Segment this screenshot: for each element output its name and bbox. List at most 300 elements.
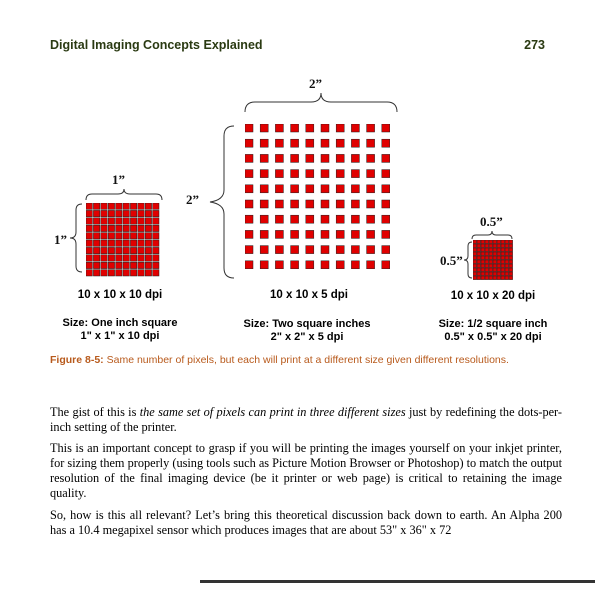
pixel	[130, 203, 136, 209]
pixel	[501, 248, 505, 252]
pixel	[138, 203, 144, 209]
pixel	[321, 246, 329, 254]
pixel	[145, 218, 151, 224]
pixel	[291, 246, 299, 254]
figure-caption-label: Figure 8-5:	[50, 354, 104, 366]
pixel	[93, 247, 99, 253]
pixel	[473, 264, 477, 268]
pixel	[275, 139, 283, 147]
pixel	[275, 170, 283, 178]
pixel	[145, 203, 151, 209]
pixel	[145, 270, 151, 276]
pixel	[153, 240, 159, 246]
page-number: 273	[524, 38, 545, 52]
pixel	[473, 276, 477, 280]
figure-caption	[50, 354, 562, 367]
pixel	[145, 210, 151, 216]
pixel	[123, 210, 129, 216]
pixel	[116, 240, 122, 246]
pixel	[260, 230, 268, 238]
p1-text-end: just by redefining the dots-per-inch setting of the printer.	[50, 405, 562, 434]
pixel	[501, 256, 505, 260]
pixel	[306, 215, 314, 223]
pixel	[108, 240, 114, 246]
pixel	[138, 262, 144, 268]
panel1-top-brace	[84, 188, 164, 202]
pixel	[321, 185, 329, 193]
running-header	[50, 38, 545, 58]
pixel	[86, 203, 92, 209]
pixel	[477, 276, 481, 280]
pixel	[497, 240, 501, 244]
pixel	[275, 154, 283, 162]
pixel	[481, 272, 485, 276]
pixel	[505, 252, 509, 256]
pixel	[481, 240, 485, 244]
pixel	[86, 233, 92, 239]
body-paragraph-3: So, how is this all relevant? Let’s bring this theoretical discussion back down to earth. An Alpha 200 has a 10.4 megapixel sensor which produces images that are about 53" x 36" x 72	[50, 508, 562, 537]
pixel	[505, 276, 509, 280]
pixel	[321, 124, 329, 132]
pixel	[145, 255, 151, 261]
pixel	[336, 246, 344, 254]
pixel	[123, 233, 129, 239]
pixel	[382, 139, 390, 147]
pixel	[321, 261, 329, 269]
pixel	[351, 230, 359, 238]
pixel	[351, 170, 359, 178]
pixel	[108, 270, 114, 276]
body-paragraph-1	[50, 405, 562, 435]
pixel	[123, 203, 129, 209]
pixel	[291, 154, 299, 162]
pixel	[481, 252, 485, 256]
pixel	[493, 260, 497, 264]
pixel	[485, 268, 489, 272]
pixel	[485, 252, 489, 256]
pixel	[501, 252, 505, 256]
pixel	[86, 262, 92, 268]
pixel	[336, 124, 344, 132]
pixel	[306, 261, 314, 269]
pixel	[336, 200, 344, 208]
pixel	[481, 244, 485, 248]
pixel	[485, 264, 489, 268]
panel3-side-brace	[463, 240, 473, 280]
pixel	[245, 139, 253, 147]
pixel	[153, 218, 159, 224]
pixel	[101, 233, 107, 239]
footer-rule	[200, 580, 595, 583]
pixel	[306, 185, 314, 193]
pixel	[93, 255, 99, 261]
pixel	[153, 262, 159, 268]
pixel	[481, 260, 485, 264]
pixel	[493, 248, 497, 252]
pixel	[509, 244, 513, 248]
pixel	[138, 225, 144, 231]
pixel	[260, 154, 268, 162]
pixel	[145, 240, 151, 246]
pixel	[367, 215, 375, 223]
pixel	[481, 248, 485, 252]
pixel	[505, 272, 509, 276]
panel1-side-dimension: 1”	[54, 232, 67, 247]
pixel	[505, 240, 509, 244]
pixel	[138, 270, 144, 276]
pixel	[260, 185, 268, 193]
pixel	[291, 215, 299, 223]
pixel	[489, 244, 493, 248]
pixel	[321, 230, 329, 238]
pixel	[93, 233, 99, 239]
pixel	[275, 200, 283, 208]
pixel	[86, 218, 92, 224]
pixel	[501, 264, 505, 268]
pixel	[130, 270, 136, 276]
pixel	[130, 262, 136, 268]
pixel	[86, 240, 92, 246]
pixel	[367, 246, 375, 254]
pixel	[245, 261, 253, 269]
pixel	[509, 264, 513, 268]
panel2-size-caption	[222, 318, 392, 344]
pixel	[351, 154, 359, 162]
pixel	[130, 233, 136, 239]
pixel	[116, 233, 122, 239]
pixel	[275, 215, 283, 223]
pixel	[505, 256, 509, 260]
pixel	[108, 203, 114, 209]
pixel	[505, 248, 509, 252]
panel3-size-caption	[418, 318, 568, 344]
pixel	[245, 124, 253, 132]
pixel	[116, 210, 122, 216]
pixel	[245, 200, 253, 208]
pixel	[116, 225, 122, 231]
pixel	[86, 255, 92, 261]
pixel	[367, 261, 375, 269]
pixel	[505, 268, 509, 272]
pixel	[477, 252, 481, 256]
panel2-pixel-grid	[245, 124, 390, 273]
pixel	[493, 240, 497, 244]
panel1-size-caption	[45, 317, 195, 343]
pixel	[497, 256, 501, 260]
pixel	[260, 246, 268, 254]
pixel	[497, 268, 501, 272]
pixel	[138, 210, 144, 216]
pixel	[93, 210, 99, 216]
pixel	[153, 225, 159, 231]
body-paragraph-2: This is an important concept to grasp if you will be printing the images yourself on your inkjet printer, for sizing them properly (using tools such as Picture Motion Browser or Photoshop) to match the output resolution of the final imaging device (be it printer or web page) is critical to retaining the image quality.	[50, 441, 562, 500]
pixel	[485, 248, 489, 252]
pixel	[473, 244, 477, 248]
pixel	[509, 240, 513, 244]
pixel	[86, 270, 92, 276]
pixel	[505, 260, 509, 264]
figure-caption-text: Same number of pixels, but each will print at a different size given different resolutions.	[106, 354, 509, 366]
pixel	[130, 218, 136, 224]
pixel	[481, 256, 485, 260]
pixel	[306, 154, 314, 162]
pixel-grid-svg	[86, 203, 160, 277]
pixel	[509, 252, 513, 256]
pixel	[477, 268, 481, 272]
pixel	[382, 215, 390, 223]
pixel	[473, 252, 477, 256]
pixel	[505, 244, 509, 248]
pixel	[336, 230, 344, 238]
pixel	[497, 252, 501, 256]
pixel	[509, 260, 513, 264]
pixel	[477, 260, 481, 264]
pixel	[108, 262, 114, 268]
pixel	[382, 185, 390, 193]
pixel	[93, 240, 99, 246]
panel3-side-dimension: 0.5”	[440, 253, 463, 268]
pixel	[101, 240, 107, 246]
pixel	[493, 272, 497, 276]
pixel	[130, 255, 136, 261]
pixel	[489, 256, 493, 260]
panel2-dpi-label: 10 x 10 x 5 dpi	[270, 289, 348, 301]
pixel	[501, 240, 505, 244]
pixel	[489, 260, 493, 264]
pixel	[497, 276, 501, 280]
pixel	[260, 124, 268, 132]
pixel	[351, 246, 359, 254]
pixel	[497, 264, 501, 268]
pixel	[321, 170, 329, 178]
pixel	[367, 200, 375, 208]
pixel	[367, 185, 375, 193]
pixel	[306, 124, 314, 132]
pixel	[493, 252, 497, 256]
pixel	[321, 215, 329, 223]
panel1-side-brace	[68, 202, 84, 274]
pixel	[101, 210, 107, 216]
pixel	[153, 203, 159, 209]
pixel	[116, 247, 122, 253]
pixel	[493, 264, 497, 268]
panel1-top-dimension: 1”	[112, 172, 125, 187]
panel3-size-line2: 0.5" x 0.5" x 20 dpi	[444, 331, 542, 343]
pixel	[485, 260, 489, 264]
pixel	[473, 256, 477, 260]
pixel	[485, 272, 489, 276]
pixel	[86, 225, 92, 231]
pixel	[93, 262, 99, 268]
pixel	[336, 215, 344, 223]
pixel	[108, 247, 114, 253]
pixel	[485, 256, 489, 260]
pixel	[367, 139, 375, 147]
pixel	[291, 200, 299, 208]
pixel	[382, 246, 390, 254]
pixel	[473, 240, 477, 244]
pixel	[382, 261, 390, 269]
pixel	[275, 261, 283, 269]
pixel	[367, 230, 375, 238]
pixel	[477, 256, 481, 260]
pixel	[382, 200, 390, 208]
pixel	[509, 256, 513, 260]
pixel	[505, 264, 509, 268]
panel3-pixel-grid	[473, 240, 513, 284]
panel3-dpi-label: 10 x 10 x 20 dpi	[450, 290, 536, 302]
pixel	[145, 262, 151, 268]
pixel	[145, 247, 151, 253]
pixel	[145, 233, 151, 239]
pixel	[101, 270, 107, 276]
p1-emphasis: the same set of pixels can print in three different sizes	[139, 405, 406, 419]
panel1-pixel-grid	[86, 203, 160, 281]
pixel	[485, 276, 489, 280]
pixel	[336, 154, 344, 162]
pixel	[130, 247, 136, 253]
pixel	[116, 203, 122, 209]
pixel	[260, 200, 268, 208]
pixel	[101, 225, 107, 231]
panel1-size-line1: Size: One inch square	[62, 317, 178, 329]
pixel	[497, 260, 501, 264]
pixel-grid-svg	[245, 124, 390, 269]
pixel	[473, 268, 477, 272]
pixel	[291, 139, 299, 147]
pixel	[477, 272, 481, 276]
pixel	[501, 244, 505, 248]
pixel	[245, 215, 253, 223]
pixel	[123, 225, 129, 231]
pixel	[351, 200, 359, 208]
pixel	[93, 225, 99, 231]
pixel	[485, 240, 489, 244]
pixel	[477, 248, 481, 252]
pixel	[245, 154, 253, 162]
pixel	[275, 246, 283, 254]
pixel	[509, 268, 513, 272]
pixel	[123, 218, 129, 224]
pixel	[351, 185, 359, 193]
pixel	[485, 244, 489, 248]
panel2-side-dimension: 2”	[186, 192, 199, 207]
pixel	[260, 261, 268, 269]
pixel	[321, 139, 329, 147]
pixel	[108, 210, 114, 216]
pixel	[382, 230, 390, 238]
pixel	[123, 262, 129, 268]
pixel	[497, 244, 501, 248]
pixel	[123, 255, 129, 261]
pixel	[108, 218, 114, 224]
pixel	[489, 268, 493, 272]
pixel	[321, 200, 329, 208]
pixel	[306, 246, 314, 254]
pixel	[116, 270, 122, 276]
pixel	[489, 276, 493, 280]
pixel	[382, 124, 390, 132]
pixel	[93, 218, 99, 224]
pixel	[291, 230, 299, 238]
pixel	[153, 210, 159, 216]
pixel	[501, 272, 505, 276]
pixel	[367, 170, 375, 178]
pixel	[138, 247, 144, 253]
pixel	[382, 170, 390, 178]
pixel	[509, 276, 513, 280]
pixel	[93, 203, 99, 209]
pixel	[497, 248, 501, 252]
pixel	[116, 218, 122, 224]
pixel	[130, 240, 136, 246]
pixel	[138, 218, 144, 224]
panel2-size-line1: Size: Two square inches	[243, 318, 371, 330]
pixel	[351, 124, 359, 132]
pixel	[489, 272, 493, 276]
pixel	[473, 248, 477, 252]
pixel	[123, 270, 129, 276]
pixel	[501, 268, 505, 272]
pixel	[130, 210, 136, 216]
pixel	[260, 139, 268, 147]
pixel	[101, 203, 107, 209]
pixel	[275, 230, 283, 238]
pixel	[351, 139, 359, 147]
panel2-top-brace	[243, 92, 399, 114]
pixel	[116, 255, 122, 261]
pixel	[489, 248, 493, 252]
panel3-top-dimension: 0.5”	[480, 214, 503, 229]
pixel	[306, 230, 314, 238]
pixel	[108, 233, 114, 239]
pixel	[123, 240, 129, 246]
pixel	[493, 268, 497, 272]
panel1-dpi-label: 10 x 10 x 10 dpi	[77, 289, 163, 301]
pixel	[245, 246, 253, 254]
pixel	[153, 270, 159, 276]
pixel	[477, 264, 481, 268]
pixel	[86, 210, 92, 216]
pixel	[336, 139, 344, 147]
panel3-size-line1: Size: 1/2 square inch	[438, 318, 548, 330]
pixel	[382, 154, 390, 162]
pixel	[481, 276, 485, 280]
pixel	[138, 255, 144, 261]
panel3-top-brace	[470, 230, 514, 240]
pixel	[245, 185, 253, 193]
pixel	[336, 170, 344, 178]
pixel	[306, 200, 314, 208]
pixel	[291, 124, 299, 132]
pixel	[130, 225, 136, 231]
header-title: Digital Imaging Concepts Explained	[50, 38, 263, 52]
pixel	[145, 225, 151, 231]
pixel	[260, 170, 268, 178]
pixel	[153, 247, 159, 253]
pixel	[138, 240, 144, 246]
pixel	[509, 272, 513, 276]
pixel	[291, 185, 299, 193]
panel2-side-brace	[206, 124, 236, 280]
pixel	[93, 270, 99, 276]
pixel	[477, 240, 481, 244]
pixel	[116, 262, 122, 268]
pixel	[489, 240, 493, 244]
p1-text-start: The gist of this is	[50, 405, 140, 419]
pixel	[306, 139, 314, 147]
pixel	[501, 260, 505, 264]
